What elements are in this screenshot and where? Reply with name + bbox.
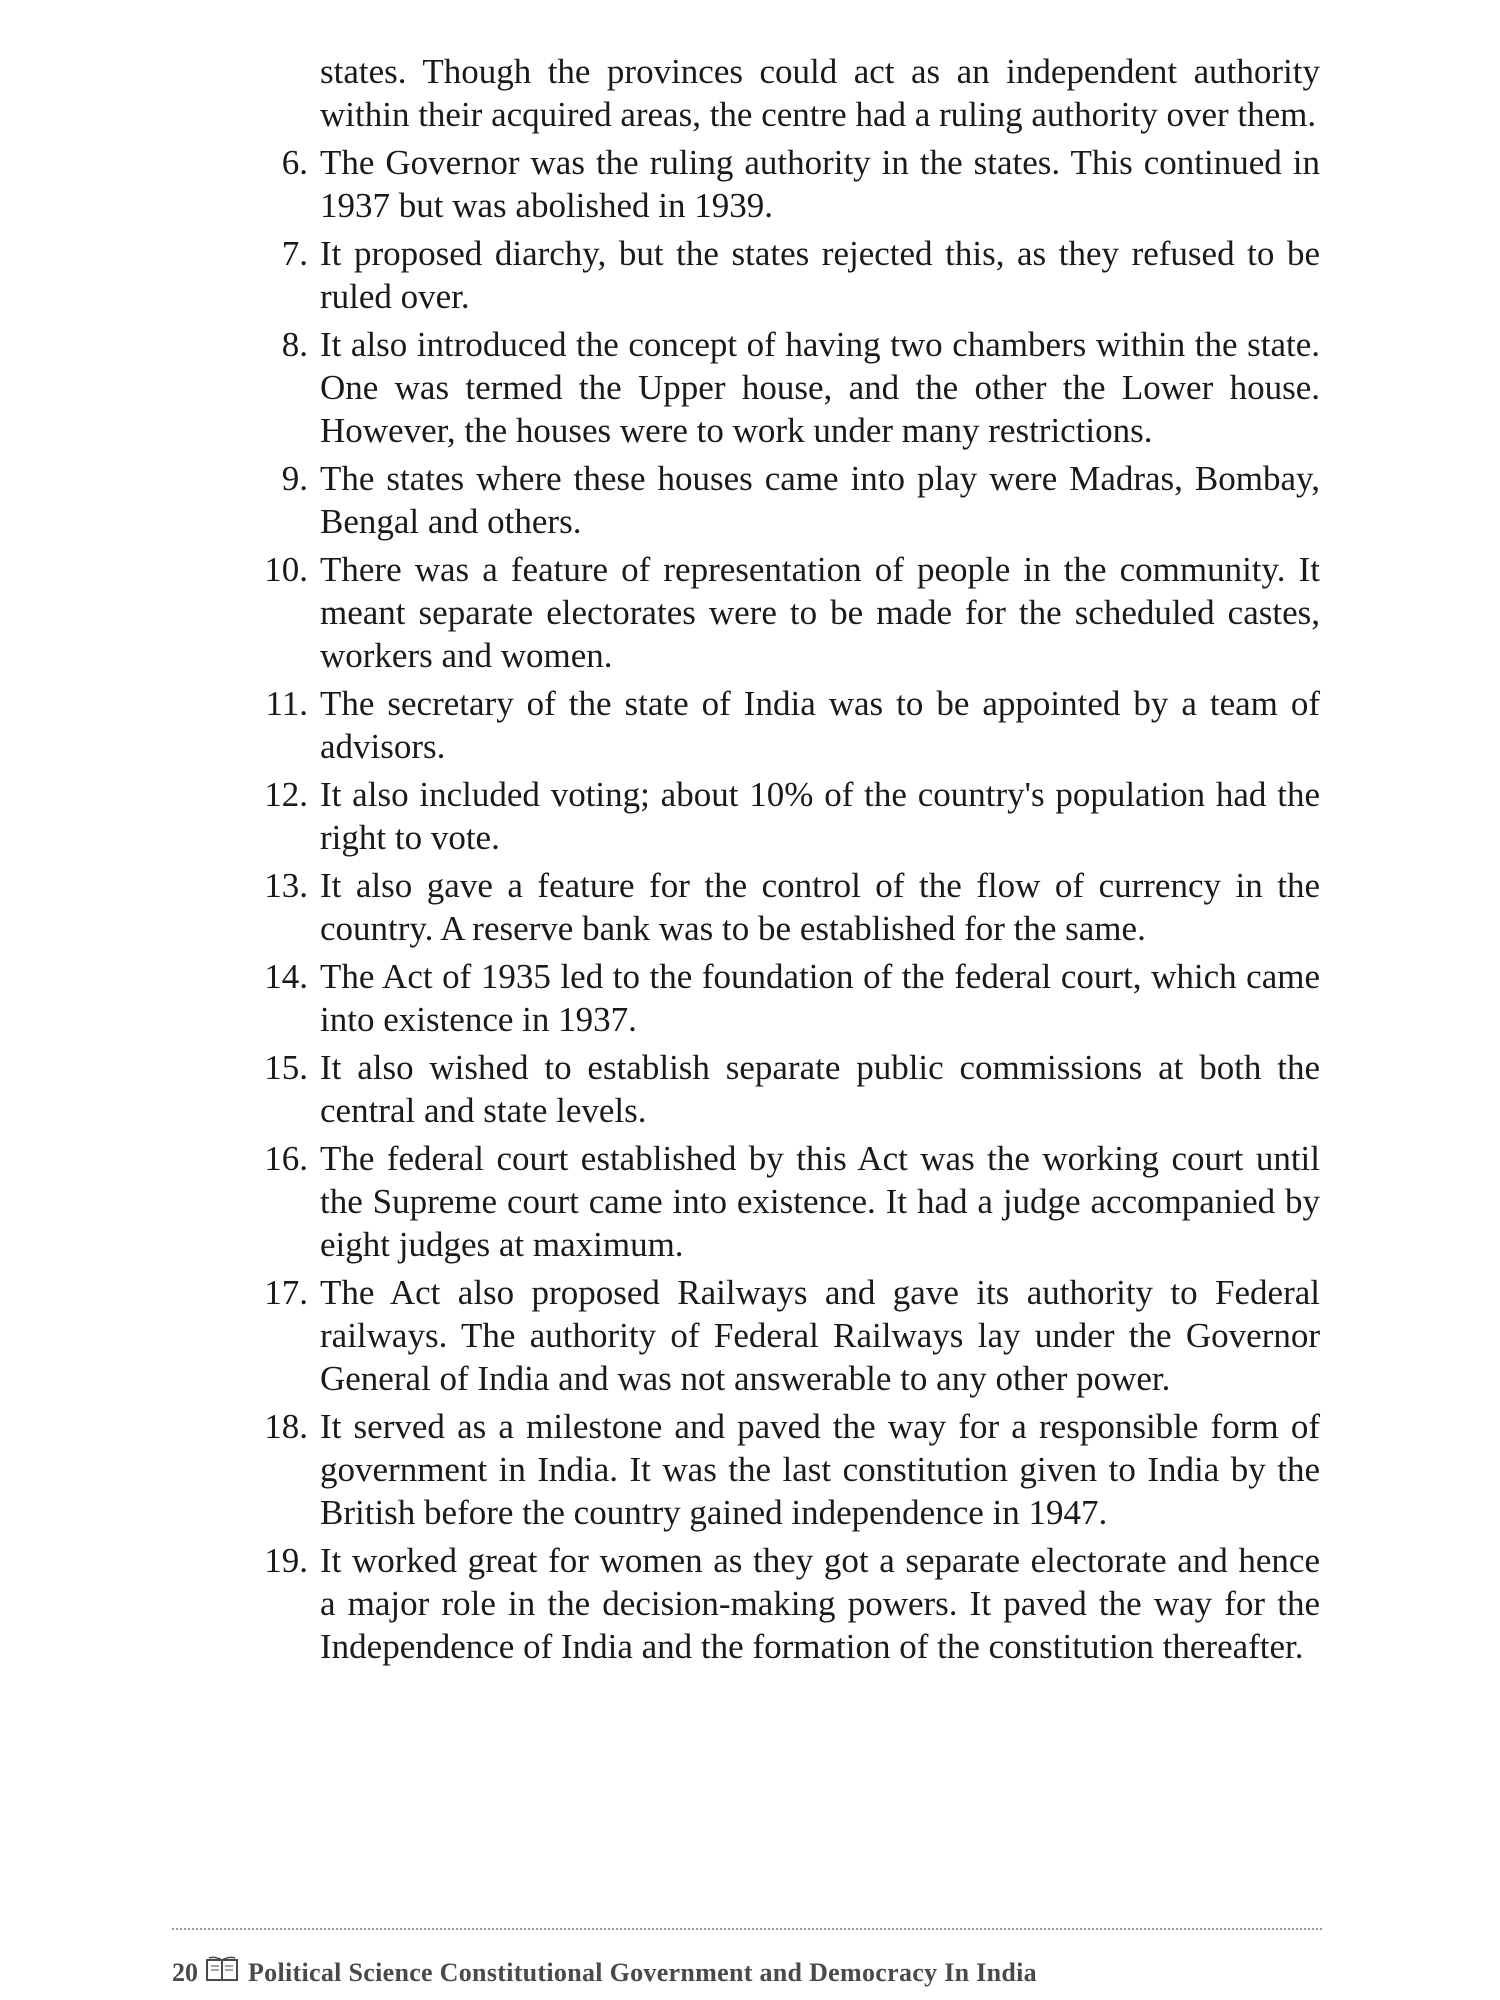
list-item xyxy=(252,548,1320,677)
item-number: 7. xyxy=(281,234,308,273)
list-item xyxy=(252,141,1320,227)
item-text: It also wished to establish separate public commissions at both the central and state levels. xyxy=(320,1048,1320,1130)
item-number: 16. xyxy=(264,1139,308,1178)
list-item xyxy=(252,1405,1320,1534)
item-number: 18. xyxy=(264,1407,308,1446)
page-number: 20 xyxy=(172,1957,198,1987)
item-text: The Governor was the ruling authority in the states. This continued in 1937 but was abolished in 1939. xyxy=(320,143,1320,225)
list-item xyxy=(252,682,1320,768)
item-text: It served as a milestone and paved the way for a responsible form of government in India. It was the last constitution given to India by the British before the country gained independence in 1947. xyxy=(320,1407,1320,1532)
list-item xyxy=(252,457,1320,543)
list-item xyxy=(252,1271,1320,1400)
book-icon xyxy=(206,1956,238,1989)
list-item xyxy=(252,1046,1320,1132)
item-text: The states where these houses came into play were Madras, Bombay, Bengal and others. xyxy=(320,459,1320,541)
numbered-list xyxy=(252,141,1320,1668)
item-text: There was a feature of representation of people in the community. It meant separate electorates were to be made for the scheduled castes, workers and women. xyxy=(320,550,1320,675)
footer-divider xyxy=(172,1928,1322,1930)
list-item xyxy=(252,773,1320,859)
item-text: It also introduced the concept of having two chambers within the state. One was termed the Upper house, and the other the Lower house. However, the houses were to work under many restrictions. xyxy=(320,325,1320,450)
item-text: The secretary of the state of India was to be appointed by a team of advisors. xyxy=(320,684,1320,766)
list-item xyxy=(252,232,1320,318)
item-number: 13. xyxy=(264,866,308,905)
list-item xyxy=(252,323,1320,452)
book-title: Political Science Constitutional Government and Democracy In India xyxy=(248,1957,1037,1987)
item-text: The Act also proposed Railways and gave its authority to Federal railways. The authority of Federal Railways lay under the Governor General of India and was not answerable to any other power. xyxy=(320,1273,1320,1398)
item-number: 19. xyxy=(264,1541,308,1580)
item-number: 17. xyxy=(264,1273,308,1312)
continued-paragraph: states. Though the provinces could act as an independent authority within their acquired areas, the centre had a ruling authority over them. xyxy=(320,52,1320,134)
item-number: 11. xyxy=(265,684,308,723)
page-footer xyxy=(172,1956,1037,1989)
item-text: It worked great for women as they got a separate electorate and hence a major role in the decision-making powers. It paved the way for the Independence of India and the formation of the constitution thereafter. xyxy=(320,1541,1320,1666)
item-number: 15. xyxy=(264,1048,308,1087)
item-number: 9. xyxy=(281,459,308,498)
item-number: 6. xyxy=(281,143,308,182)
item-text: The federal court established by this Act was the working court until the Supreme court came into existence. It had a judge accompanied by eight judges at maximum. xyxy=(320,1139,1320,1264)
item-text: The Act of 1935 led to the foundation of the federal court, which came into existence in 1937. xyxy=(320,957,1320,1039)
item-number: 8. xyxy=(281,325,308,364)
item-text: It proposed diarchy, but the states rejected this, as they refused to be ruled over. xyxy=(320,234,1320,316)
item-text: It also gave a feature for the control of the flow of currency in the country. A reserve bank was to be established for the same. xyxy=(320,866,1320,948)
item-text: It also included voting; about 10% of the country's population had the right to vote. xyxy=(320,775,1320,857)
item-number: 14. xyxy=(264,957,308,996)
list-item xyxy=(252,864,1320,950)
item-number: 12. xyxy=(264,775,308,814)
item-number: 10. xyxy=(264,550,308,589)
list-item xyxy=(252,955,1320,1041)
list-item xyxy=(252,1539,1320,1668)
list-item xyxy=(252,1137,1320,1266)
page-body xyxy=(252,50,1320,1673)
